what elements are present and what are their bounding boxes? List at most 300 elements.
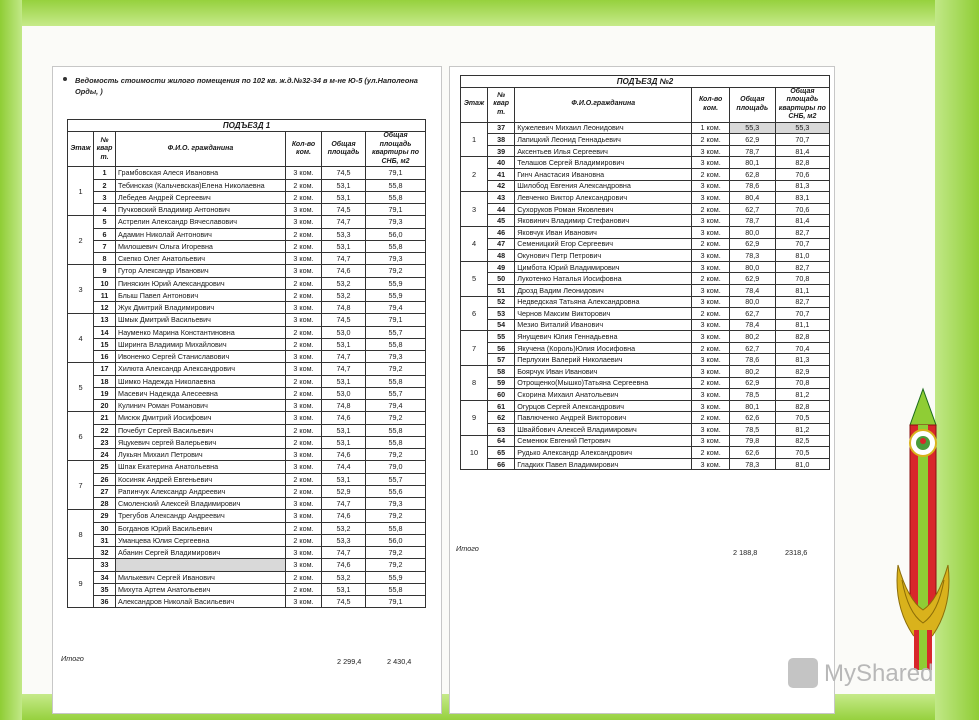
floor-cell: 7 [68,461,94,510]
area-snb-cell: 82,5 [775,435,829,447]
apt-number-cell: 28 [94,498,116,510]
area-cell: 74,5 [322,596,366,608]
area-cell: 62,7 [729,342,775,354]
bullet-dot [63,77,67,81]
area-snb-cell: 82,7 [775,226,829,238]
apt-number-cell: 9 [94,265,116,277]
header-area-snb: Общая площадь квартиры по СНБ, м2 [775,87,829,122]
resident-name-cell: Кужелевич Михаил Леонидович [515,122,692,134]
resident-name-cell: Ивоненко Сергей Станиславович [116,351,286,363]
rooms-cell: 2 ком. [286,436,322,448]
apt-number-cell: 54 [488,319,515,331]
resident-name-cell: Гинч Анастасия Ивановна [515,168,692,180]
area-snb-cell: 56,0 [366,228,426,240]
resident-name-cell: Гладких Павел Владимирович [515,458,692,470]
table-row [461,168,830,180]
area-cell: 74,6 [322,265,366,277]
table-row [461,192,830,204]
apt-number-cell: 14 [94,326,116,338]
left-green-band [0,0,22,720]
area-cell: 78,6 [729,180,775,192]
area-snb-cell: 79,2 [366,559,426,571]
table-row [461,180,830,192]
area-snb-cell: 79,2 [366,547,426,559]
resident-name-cell: Науменко Марина Константиновна [116,326,286,338]
apt-number-cell: 6 [94,228,116,240]
resident-name-cell: Якучена (Король)Юлия Иосифовна [515,342,692,354]
resident-name-cell: Жук Дмитрий Владимирович [116,302,286,314]
floor-cell: 9 [68,559,94,608]
resident-name-cell: Отрощенко(Мышко)Татьяна Сергеевна [515,377,692,389]
area-snb-cell: 55,8 [366,522,426,534]
table-row [461,435,830,447]
area-snb-cell: 81,0 [775,250,829,262]
table-row [461,226,830,238]
table-row [68,302,426,314]
apt-number-cell: 43 [488,192,515,204]
apt-number-cell: 3 [94,191,116,203]
resident-name-cell: Масевич Надежда Алесеевна [116,387,286,399]
table-row [461,261,830,273]
area-snb-cell: 81,2 [775,389,829,401]
rooms-cell: 2 ком. [286,240,322,252]
table-row [68,424,426,436]
table-row [461,377,830,389]
rooms-cell: 2 ком. [692,273,730,285]
table-row [68,179,426,191]
table-row [68,498,426,510]
table-row [68,510,426,522]
apt-number-cell: 40 [488,157,515,169]
area-snb-cell: 79,1 [366,314,426,326]
area-snb-cell: 82,7 [775,261,829,273]
header-rooms: Кол-во ком. [286,132,322,167]
area-cell: 62,6 [729,447,775,459]
area-cell: 74,7 [322,253,366,265]
entrance-1-label: ПОДЪЕЗД 1 [68,120,426,132]
table-row [68,277,426,289]
apt-number-cell: 4 [94,204,116,216]
area-snb-cell: 70,4 [775,342,829,354]
area-snb-cell: 70,8 [775,377,829,389]
apt-number-cell: 1 [94,167,116,179]
area-snb-cell: 55,7 [366,326,426,338]
area-cell: 78,4 [729,284,775,296]
resident-name-cell: Недведская Татьяна Александровна [515,296,692,308]
table-row [461,157,830,169]
resident-name-cell: Уманцева Юлия Сергеевна [116,534,286,546]
table-row [68,473,426,485]
rooms-cell: 3 ком. [692,389,730,401]
rooms-cell: 2 ком. [286,583,322,595]
area-cell: 62,6 [729,412,775,424]
total-snb-2: 2318,6 [785,548,808,557]
area-cell: 74,7 [322,363,366,375]
resident-name-cell: Лапицкий Леонид Геннадьевич [515,134,692,146]
resident-name-cell: Кулинич Роман Романович [116,400,286,412]
resident-name-cell: Яцукевич сергей Валерьевич [116,436,286,448]
area-snb-cell: 55,9 [366,277,426,289]
area-cell: 53,1 [322,240,366,252]
area-snb-cell: 79,3 [366,216,426,228]
area-snb-cell: 81,4 [775,215,829,227]
resident-name-cell: Шимко Надежда Николаевна [116,375,286,387]
area-cell: 62,9 [729,238,775,250]
floor-cell: 5 [68,363,94,412]
apt-number-cell: 10 [94,277,116,289]
floor-cell: 1 [461,122,488,157]
resident-name-cell: Мисюк Дмитрий Иосифович [116,412,286,424]
rooms-cell: 2 ком. [286,473,322,485]
rooms-cell: 2 ком. [286,338,322,350]
area-cell: 80,0 [729,261,775,273]
table-row [461,134,830,146]
rooms-cell: 3 ком. [286,253,322,265]
rooms-cell: 2 ком. [286,191,322,203]
area-cell: 53,0 [322,387,366,399]
header-name: Ф.И.О. гражданина [116,132,286,167]
rooms-cell: 3 ком. [692,226,730,238]
area-cell: 74,7 [322,351,366,363]
apt-number-cell: 30 [94,522,116,534]
apt-number-cell: 37 [488,122,515,134]
rooms-cell: 2 ком. [286,326,322,338]
resident-name-cell: Лукотенко Наталья Иосифовна [515,273,692,285]
area-cell: 80,0 [729,296,775,308]
table-row [461,331,830,343]
rooms-cell: 3 ком. [286,559,322,571]
table-row [461,366,830,378]
area-cell: 78,3 [729,458,775,470]
area-snb-cell: 79,2 [366,265,426,277]
table-row [461,342,830,354]
table-row [68,216,426,228]
resident-name-cell: Милошевич Ольга Игоревна [116,240,286,252]
scanned-sheet [22,26,935,694]
resident-name-cell: Окунович Петр Петрович [515,250,692,262]
rooms-cell: 3 ком. [286,498,322,510]
floor-cell: 9 [461,400,488,435]
resident-name-cell: Почебут Сергей Васильевич [116,424,286,436]
resident-name-cell: Сухоруков Роман Яковлевич [515,203,692,215]
resident-name-cell: Александров Николай Васильевич [116,596,286,608]
area-snb-cell: 55,8 [366,179,426,191]
table-row [68,449,426,461]
apt-number-cell: 53 [488,308,515,320]
resident-name-cell: Дрозд Вадим Леонидович [515,284,692,296]
table-row [68,436,426,448]
area-snb-cell: 55,6 [366,485,426,497]
apartments-table-entrance-1 [67,119,426,608]
apt-number-cell: 46 [488,226,515,238]
area-cell: 80,4 [729,192,775,204]
resident-name-cell [116,559,286,571]
apt-number-cell: 13 [94,314,116,326]
resident-name-cell: Михута Артем Анатольевич [116,583,286,595]
rooms-cell: 3 ком. [692,250,730,262]
area-cell: 55,3 [729,122,775,134]
table-row [461,238,830,250]
area-snb-cell: 55,8 [366,375,426,387]
resident-name-cell: Ширинга Владимир Михайлович [116,338,286,350]
area-cell: 74,5 [322,204,366,216]
resident-name-cell: Гутор Александр Иванович [116,265,286,277]
apt-number-cell: 55 [488,331,515,343]
table-row [68,412,426,424]
apt-number-cell: 15 [94,338,116,350]
rooms-cell: 2 ком. [692,168,730,180]
rooms-cell: 3 ком. [286,204,322,216]
area-snb-cell: 79,3 [366,253,426,265]
table-row [68,534,426,546]
resident-name-cell: Шмык Дмитрий Васильевич [116,314,286,326]
table-row [68,485,426,497]
area-snb-cell: 79,0 [366,461,426,473]
area-cell: 74,8 [322,400,366,412]
rooms-cell: 3 ком. [286,400,322,412]
resident-name-cell: Семеницкий Егор Сергеевич [515,238,692,250]
rooms-cell: 3 ком. [286,596,322,608]
table-row [461,296,830,308]
resident-name-cell: Адамин Николай Антонович [116,228,286,240]
header-area: Общая площадь [729,87,775,122]
table-row [68,363,426,375]
area-snb-cell: 79,2 [366,449,426,461]
rooms-cell: 3 ком. [286,412,322,424]
table-row [461,458,830,470]
floor-cell: 8 [461,366,488,401]
resident-name-cell: Мезио Виталий Иванович [515,319,692,331]
apt-number-cell: 50 [488,273,515,285]
apt-number-cell: 49 [488,261,515,273]
table-row [68,265,426,277]
document-page-1 [52,66,442,714]
area-snb-cell: 55,7 [366,473,426,485]
rooms-cell: 2 ком. [692,342,730,354]
table-row [68,351,426,363]
rooms-cell: 3 ком. [286,265,322,277]
area-snb-cell: 55,8 [366,338,426,350]
document-page-2 [449,66,835,714]
area-cell: 53,1 [322,191,366,203]
table-row [68,204,426,216]
rooms-cell: 3 ком. [286,302,322,314]
total-label-1: Итого [61,654,84,663]
rooms-cell: 2 ком. [286,375,322,387]
area-cell: 53,0 [322,326,366,338]
table-row [461,215,830,227]
apt-number-cell: 63 [488,424,515,436]
table-row [68,400,426,412]
rooms-cell: 2 ком. [286,522,322,534]
resident-name-cell: Смоленский Алексей Владимирович [116,498,286,510]
area-cell: 53,1 [322,424,366,436]
area-cell: 74,6 [322,449,366,461]
apt-number-cell: 36 [94,596,116,608]
rooms-cell: 3 ком. [692,145,730,157]
area-cell: 74,7 [322,547,366,559]
floor-cell: 1 [68,167,94,216]
apt-number-cell: 47 [488,238,515,250]
apt-number-cell: 58 [488,366,515,378]
area-snb-cell: 81,0 [775,458,829,470]
apt-number-cell: 29 [94,510,116,522]
table-row [68,387,426,399]
area-cell: 78,4 [729,319,775,331]
area-cell: 53,1 [322,338,366,350]
apt-number-cell: 32 [94,547,116,559]
apt-number-cell: 33 [94,559,116,571]
rooms-cell: 2 ком. [692,412,730,424]
table-row [68,314,426,326]
apt-number-cell: 52 [488,296,515,308]
apt-number-cell: 12 [94,302,116,314]
area-snb-cell: 79,1 [366,596,426,608]
area-snb-cell: 79,3 [366,498,426,510]
apt-number-cell: 34 [94,571,116,583]
apt-number-cell: 26 [94,473,116,485]
rooms-cell: 3 ком. [692,192,730,204]
rooms-cell: 3 ком. [692,261,730,273]
apt-number-cell: 8 [94,253,116,265]
resident-name-cell: Богданов Юрий Васильевич [116,522,286,534]
area-snb-cell: 82,7 [775,296,829,308]
apt-number-cell: 65 [488,447,515,459]
resident-name-cell: Чернов Максим Викторович [515,308,692,320]
apt-number-cell: 17 [94,363,116,375]
area-snb-cell: 55,7 [366,387,426,399]
area-cell: 53,1 [322,473,366,485]
header-apt: № квар т. [94,132,116,167]
table-row [68,289,426,301]
table-row [461,400,830,412]
rooms-cell: 2 ком. [286,387,322,399]
resident-name-cell: Шилобод Евгения Александровна [515,180,692,192]
resident-name-cell: Пиняскин Юрий Александрович [116,277,286,289]
area-cell: 78,7 [729,215,775,227]
area-snb-cell: 70,7 [775,134,829,146]
area-cell: 62,9 [729,273,775,285]
rooms-cell: 3 ком. [286,216,322,228]
apt-number-cell: 18 [94,375,116,387]
table-row [461,284,830,296]
area-cell: 62,7 [729,203,775,215]
area-cell: 74,5 [322,314,366,326]
area-snb-cell: 70,6 [775,168,829,180]
table-row [461,203,830,215]
header-floor: Этаж [461,87,488,122]
resident-name-cell: Левченко Виктор Александрович [515,192,692,204]
total-area-2: 2 188,8 [733,548,758,557]
table-row [461,122,830,134]
floor-cell: 4 [68,314,94,363]
floor-cell: 5 [461,261,488,296]
table-row [68,326,426,338]
resident-name-cell: Хилюта Александр Александрович [116,363,286,375]
resident-name-cell: Телашов Сергей Владимирович [515,157,692,169]
rooms-cell: 3 ком. [286,363,322,375]
table-row [68,253,426,265]
area-snb-cell: 70,6 [775,203,829,215]
apt-number-cell: 60 [488,389,515,401]
rooms-cell: 2 ком. [286,228,322,240]
area-cell: 74,8 [322,302,366,314]
presentation-board-icon [788,658,818,688]
area-cell: 53,2 [322,277,366,289]
area-cell: 78,5 [729,389,775,401]
rooms-cell: 2 ком. [286,277,322,289]
floor-cell: 3 [461,192,488,227]
area-snb-cell: 55,8 [366,240,426,252]
apt-number-cell: 59 [488,377,515,389]
apt-number-cell: 5 [94,216,116,228]
table-row [68,228,426,240]
rooms-cell: 2 ком. [692,238,730,250]
rooms-cell: 2 ком. [692,447,730,459]
area-cell: 80,0 [729,226,775,238]
floor-cell: 3 [68,265,94,314]
table-row [461,389,830,401]
area-cell: 80,1 [729,400,775,412]
area-snb-cell: 70,7 [775,238,829,250]
total-snb-1: 2 430,4 [387,657,412,666]
apt-number-cell: 25 [94,461,116,473]
table-row [461,273,830,285]
resident-name-cell: Рудько Александр Александрович [515,447,692,459]
header-area-snb: Общая площадь квартиры по СНБ, м2 [366,132,426,167]
page-1-title-text: Ведомость стоимости жилого помещения по 102 кв. ж.д.№32-34 в м-не Ю-5 (ул.Наполеона Орды, ) [75,76,418,96]
resident-name-cell: Астрелин Александр Вячеславович [116,216,286,228]
rooms-cell: 3 ком. [286,510,322,522]
rooms-cell: 3 ком. [692,284,730,296]
rooms-cell: 3 ком. [692,435,730,447]
apt-number-cell: 41 [488,168,515,180]
table-row [68,522,426,534]
floor-cell: 10 [461,435,488,470]
table-row [461,354,830,366]
area-snb-cell: 81,1 [775,284,829,296]
apt-number-cell: 16 [94,351,116,363]
area-cell: 62,7 [729,308,775,320]
floor-cell: 2 [461,157,488,192]
area-cell: 79,8 [729,435,775,447]
resident-name-cell: Тебинская (Кальчевская)Елена Николаевна [116,179,286,191]
header-rooms: Кол-во ком. [692,87,730,122]
area-snb-cell: 55,8 [366,424,426,436]
apt-number-cell: 11 [94,289,116,301]
total-label-2: Итого [456,544,479,553]
area-cell: 62,9 [729,134,775,146]
floor-cell: 8 [68,510,94,559]
rooms-cell: 2 ком. [286,289,322,301]
area-cell: 62,9 [729,377,775,389]
table-row [68,375,426,387]
area-snb-cell: 79,1 [366,167,426,179]
floor-cell: 6 [461,296,488,331]
table-row [68,338,426,350]
floor-cell: 7 [461,331,488,366]
apt-number-cell: 24 [94,449,116,461]
resident-name-cell: Цимбота Юрий Владимирович [515,261,692,273]
header-area: Общая площадь [322,132,366,167]
resident-name-cell: Лукьян Михаил Петрович [116,449,286,461]
rooms-cell: 3 ком. [692,296,730,308]
area-snb-cell: 79,2 [366,510,426,522]
floor-cell: 4 [461,226,488,261]
resident-name-cell: Янущевич Юлия Геннадьевна [515,331,692,343]
area-cell: 62,8 [729,168,775,180]
rooms-cell: 3 ком. [692,400,730,412]
